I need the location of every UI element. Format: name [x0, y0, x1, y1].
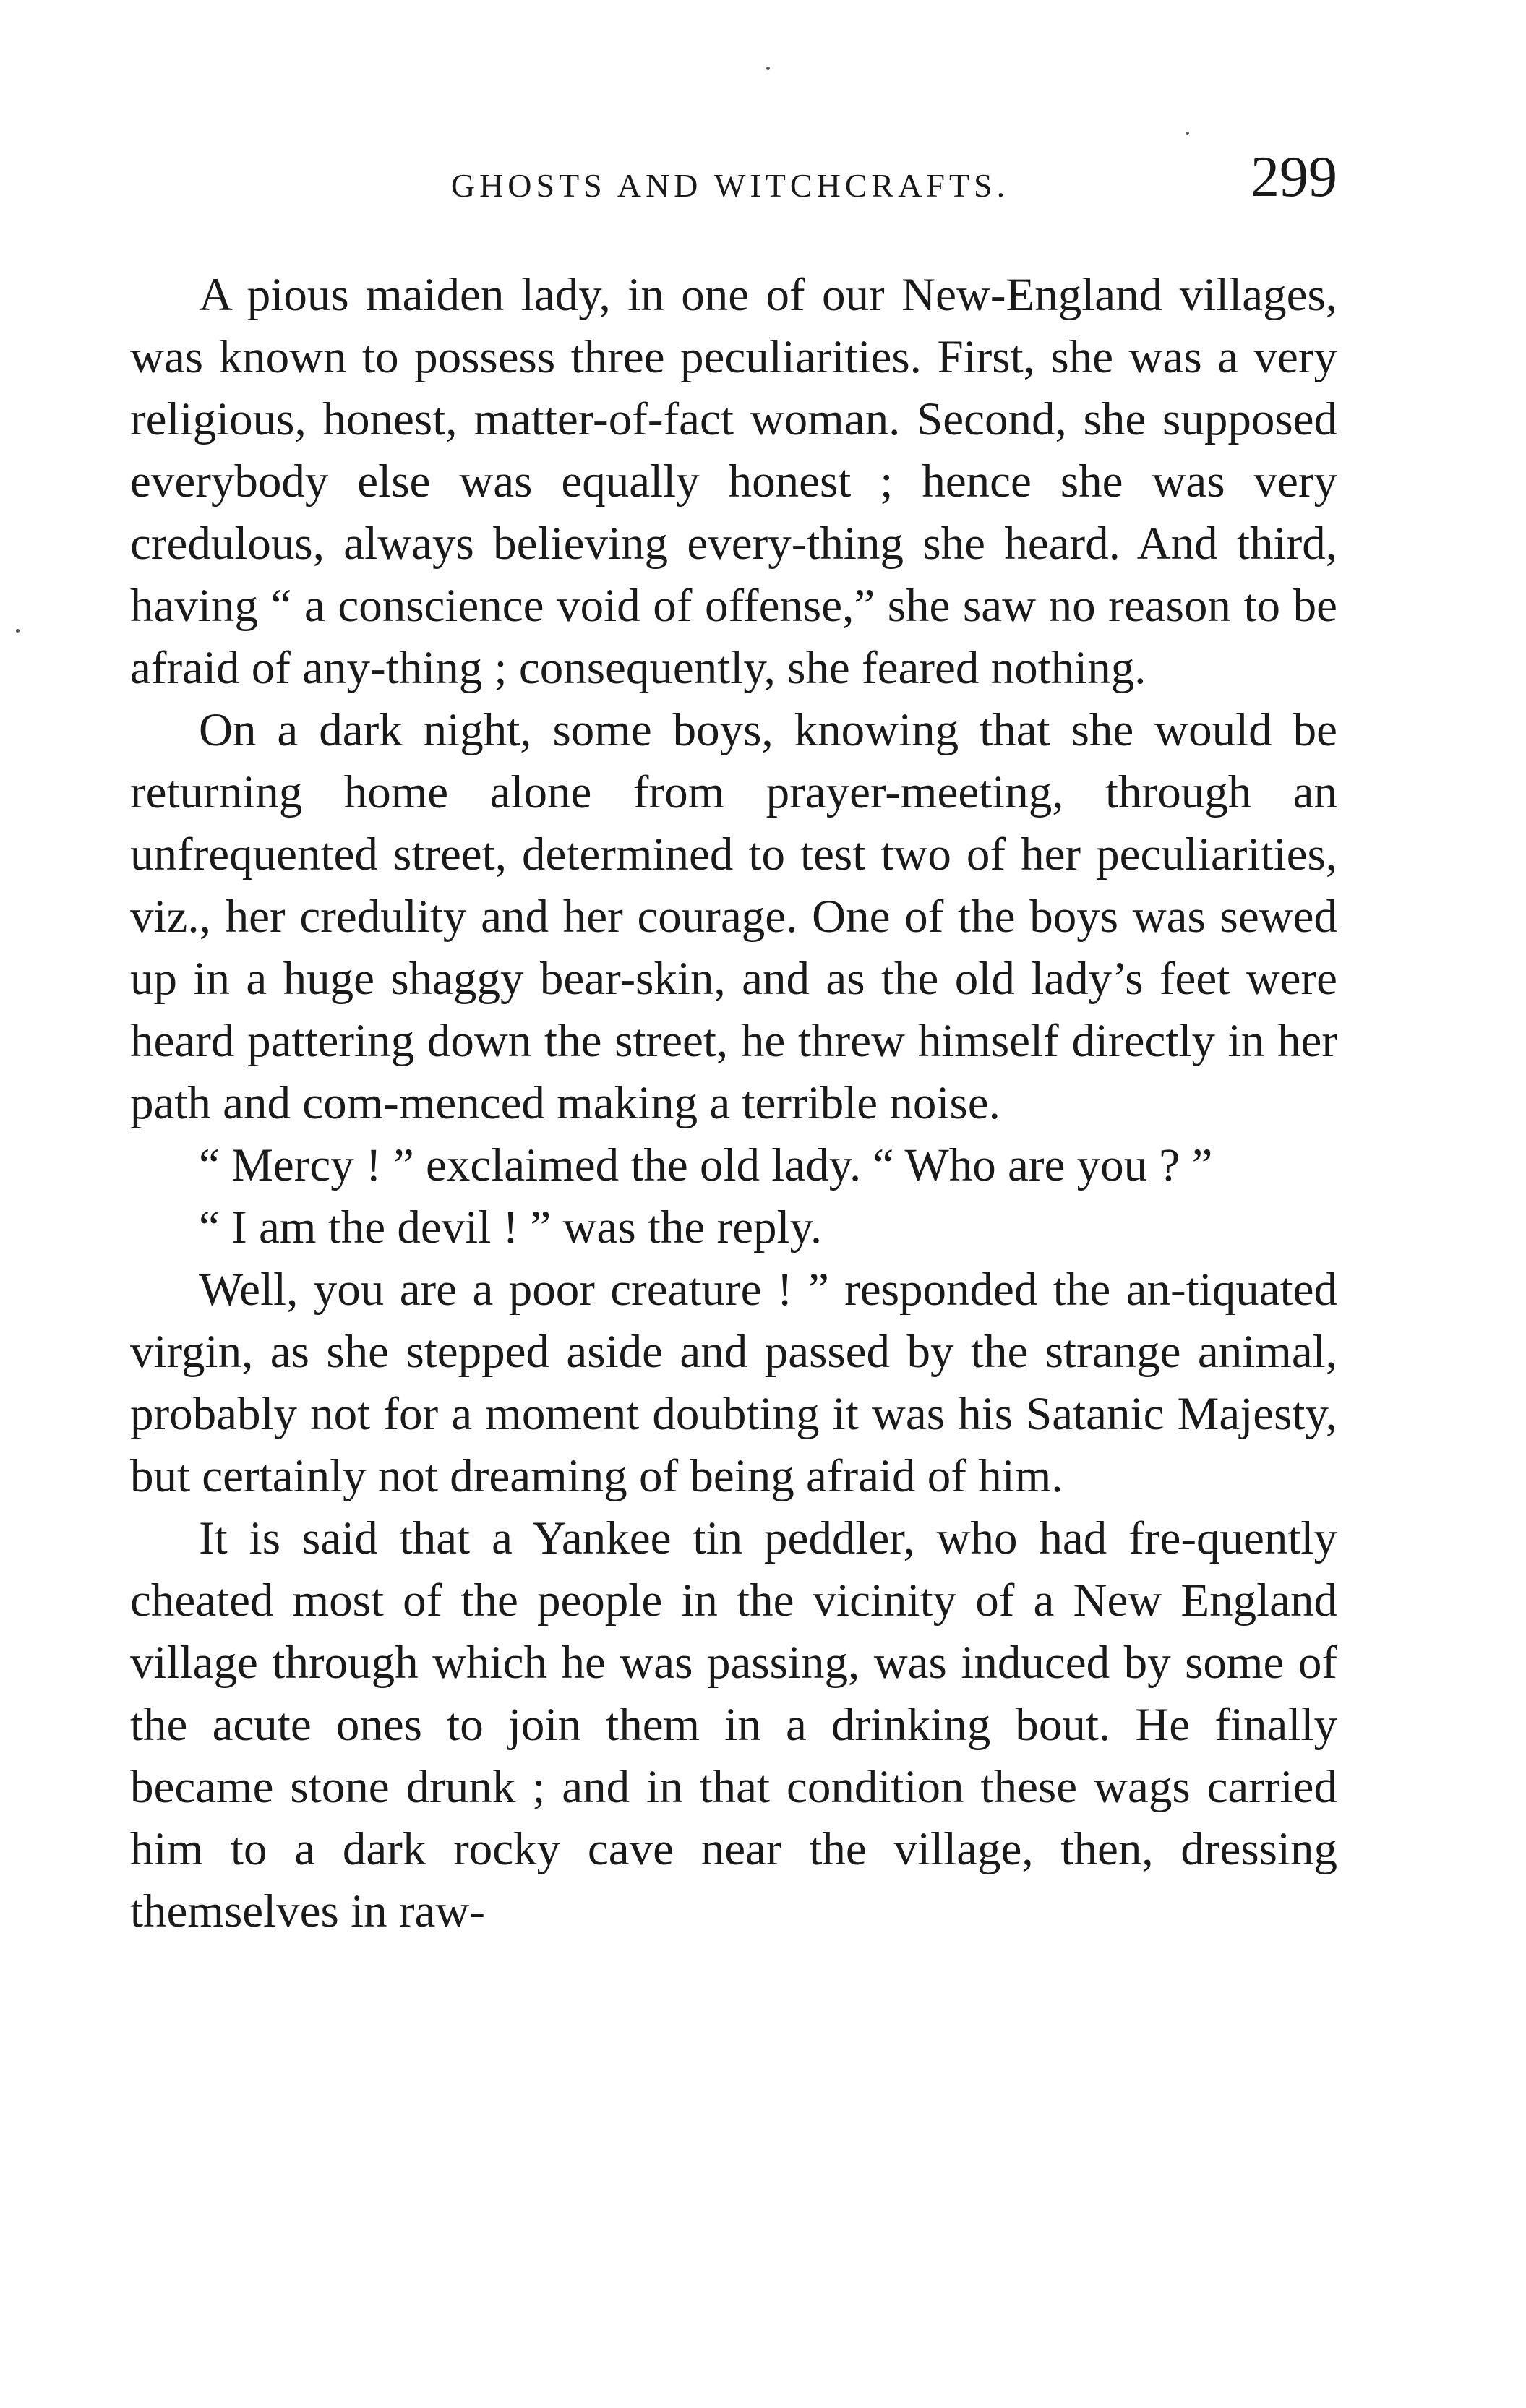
paragraph-pious-lady: A pious maiden lady, in one of our New-England villages, was known to possess three peculiarities. First, she was a very religious, honest, matter-of-fact woman. Second, she supposed everybody else was equally honest ; hence she was very credulous, always believing every-thing she heard. And third, having “ a conscience void of offense,” she saw no reason to be afraid of any-thing ; consequently, she feared nothing.: [130, 269, 1337, 694]
paragraph-mercy: “ Mercy ! ” exclaimed the old lady. “ Who are you ? ”: [199, 1139, 1213, 1191]
scan-speck: [766, 67, 770, 70]
page-number: 299: [1251, 145, 1337, 209]
body-text: [130, 264, 1337, 1942]
scan-speck: [1186, 132, 1189, 135]
scan-speck: [16, 629, 20, 633]
paragraph-dark-night: On a dark night, some boys, knowing that she would be returning home alone from prayer-meeting, through an unfrequented street, determined to test two of her peculiarities, viz., her credulity and her courage. One of the boys was sewed up in a huge shaggy bear-skin, and as the old lady’s feet were heard pattering down the street, he threw himself directly in her path and com-menced making a terrible noise.: [130, 704, 1337, 1129]
paragraph-poor-creature: Well, you are a poor creature ! ” responded the an-tiquated virgin, as she stepped aside and passed by the strange animal, probably not for a moment doubting it was his Satanic Majesty, but certainly not dreaming of being afraid of him.: [130, 1264, 1337, 1502]
paragraph-devil-reply: “ I am the devil ! ” was the reply.: [199, 1201, 823, 1254]
page-header: [123, 145, 1337, 210]
running-head: GHOSTS AND WITCHCRAFTS.: [450, 167, 1010, 204]
paragraph-tin-peddler: It is said that a Yankee tin peddler, who had fre-quently cheated most of the people in the vicinity of a New England village through which he was passing, was induced by some of the acute ones to join them in a drinking bout. He finally became stone drunk ; and in that condition these wags carried him to a dark rocky cave near the village, then, dressing themselves in raw-: [130, 1512, 1337, 1937]
